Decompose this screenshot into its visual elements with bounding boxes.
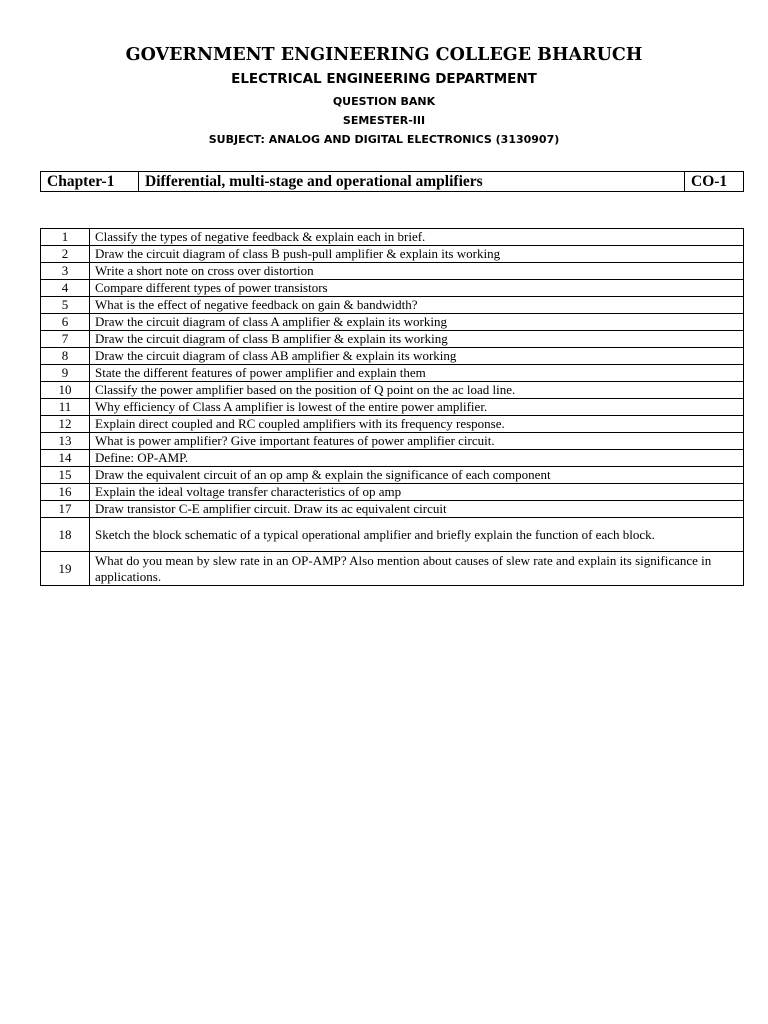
question-text: Draw the equivalent circuit of an op amp & explain the significance of each component xyxy=(90,467,744,484)
question-number: 17 xyxy=(41,501,90,518)
question-number: 3 xyxy=(41,263,90,280)
question-text: Why efficiency of Class A amplifier is lowest of the entire power amplifier. xyxy=(90,399,744,416)
question-number: 15 xyxy=(41,467,90,484)
question-text: Compare different types of power transistors xyxy=(90,280,744,297)
college-name: GOVERNMENT ENGINEERING COLLEGE BHARUCH xyxy=(125,45,643,65)
question-row xyxy=(41,382,744,399)
question-row xyxy=(41,433,744,450)
question-text: Draw transistor C-E amplifier circuit. Draw its ac equivalent circuit xyxy=(90,501,744,518)
question-row xyxy=(41,518,744,552)
question-number: 19 xyxy=(41,552,90,586)
document-type: QUESTION BANK xyxy=(332,95,436,108)
question-row xyxy=(41,246,744,263)
question-number: 9 xyxy=(41,365,90,382)
question-number: 18 xyxy=(41,518,90,552)
questions-table xyxy=(40,228,744,586)
question-text: What do you mean by slew rate in an OP-AMP? Also mention about causes of slew rate and explain its significance in applications. xyxy=(90,552,744,586)
course-outcome: CO-1 xyxy=(685,172,744,192)
question-number: 10 xyxy=(41,382,90,399)
question-row xyxy=(41,348,744,365)
question-text: Draw the circuit diagram of class A amplifier & explain its working xyxy=(90,314,744,331)
question-text: Sketch the block schematic of a typical operational amplifier and briefly explain the function of each block. xyxy=(90,518,744,552)
question-row xyxy=(41,552,744,586)
question-row xyxy=(41,416,744,433)
question-row xyxy=(41,263,744,280)
question-row xyxy=(41,365,744,382)
questions-table-body xyxy=(41,229,744,586)
question-row xyxy=(41,467,744,484)
question-row xyxy=(41,314,744,331)
question-text: What is power amplifier? Give important features of power amplifier circuit. xyxy=(90,433,744,450)
question-number: 14 xyxy=(41,450,90,467)
question-row xyxy=(41,484,744,501)
chapter-label: Chapter-1 xyxy=(41,172,139,192)
question-number: 12 xyxy=(41,416,90,433)
question-text: Classify the power amplifier based on the position of Q point on the ac load line. xyxy=(90,382,744,399)
question-number: 2 xyxy=(41,246,90,263)
question-row xyxy=(41,450,744,467)
question-number: 8 xyxy=(41,348,90,365)
question-number: 1 xyxy=(41,229,90,246)
question-row xyxy=(41,331,744,348)
question-number: 16 xyxy=(41,484,90,501)
question-text: Explain the ideal voltage transfer characteristics of op amp xyxy=(90,484,744,501)
question-number: 13 xyxy=(41,433,90,450)
chapter-header-table xyxy=(40,171,744,192)
semester-label: SEMESTER-III xyxy=(342,114,426,127)
question-number: 5 xyxy=(41,297,90,314)
question-text: Classify the types of negative feedback & explain each in brief. xyxy=(90,229,744,246)
question-number: 4 xyxy=(41,280,90,297)
question-text: Draw the circuit diagram of class AB amplifier & explain its working xyxy=(90,348,744,365)
question-text: What is the effect of negative feedback on gain & bandwidth? xyxy=(90,297,744,314)
chapter-title: Differential, multi-stage and operational amplifiers xyxy=(139,172,685,192)
department-name: ELECTRICAL ENGINEERING DEPARTMENT xyxy=(231,71,537,87)
question-text: Draw the circuit diagram of class B push-pull amplifier & explain its working xyxy=(90,246,744,263)
question-text: Explain direct coupled and RC coupled amplifiers with its frequency response. xyxy=(90,416,744,433)
question-row xyxy=(41,297,744,314)
question-number: 11 xyxy=(41,399,90,416)
chapter-header-row xyxy=(41,172,744,192)
question-row xyxy=(41,280,744,297)
question-row xyxy=(41,229,744,246)
question-text: Draw the circuit diagram of class B amplifier & explain its working xyxy=(90,331,744,348)
question-text: Define: OP-AMP. xyxy=(90,450,744,467)
question-row xyxy=(41,501,744,518)
subject-label: SUBJECT: ANALOG AND DIGITAL ELECTRONICS (3130907) xyxy=(208,133,560,146)
question-text: Write a short note on cross over distortion xyxy=(90,263,744,280)
question-number: 6 xyxy=(41,314,90,331)
question-number: 7 xyxy=(41,331,90,348)
question-row xyxy=(41,399,744,416)
question-text: State the different features of power amplifier and explain them xyxy=(90,365,744,382)
